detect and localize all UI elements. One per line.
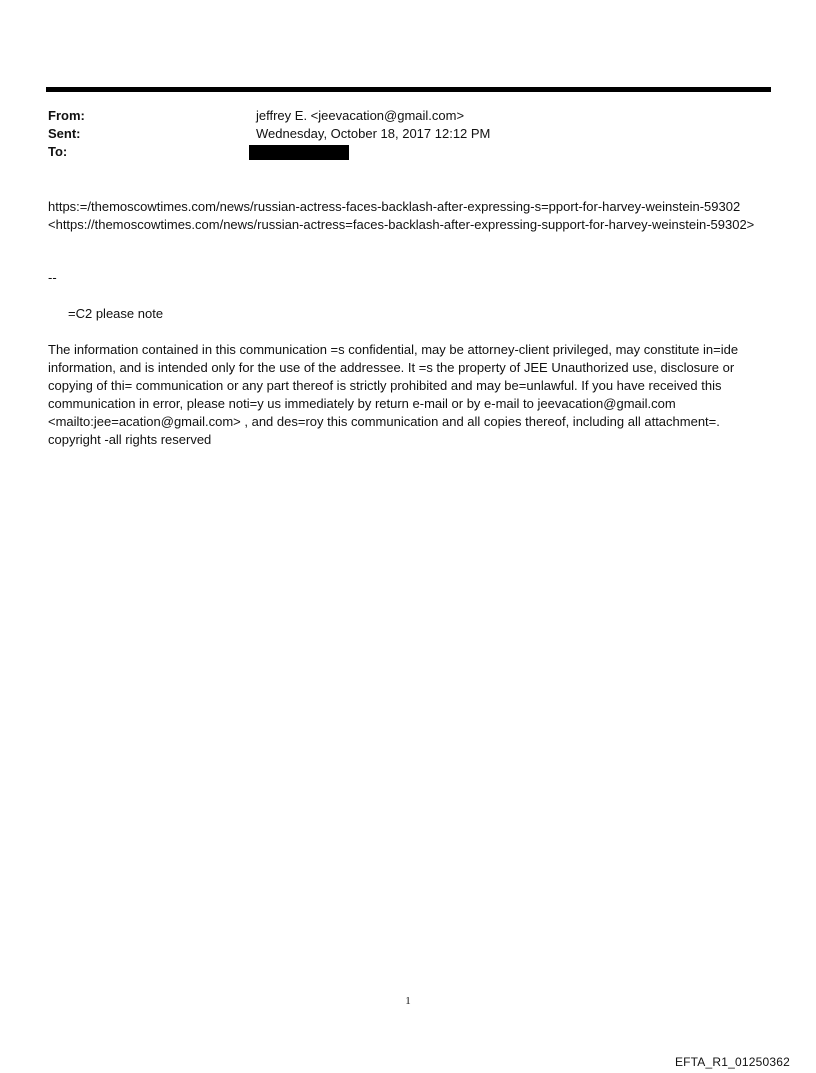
sent-label: Sent:	[48, 126, 81, 141]
sent-row	[48, 125, 768, 143]
article-link: https:=/themoscowtimes.com/news/russian-actress-faces-backlash-after-expressing-s=pport-for-harvey-weinstein-59302 <https://themoscowtimes.com/news/russian-actress=faces-backlash-after-expressing-support-for-harvey-weinstein-59302>	[48, 199, 755, 232]
to-value	[256, 143, 768, 161]
confidentiality-disclaimer: The information contained in this communication =s confidential, may be attorney-client privileged, may constitute in=ide information, and is intended only for the use of the addressee. It =s the property of JEE Unauthorized use, disclosure or copying of thi= communication or any part thereof is strictly prohibited and may be=unlawful. If you have received this communication in error, please noti=y us immediately by return e-mail or by e-mail to jeevacation@gmail.com <mailto:jee=acation@gmail.com> , and des=roy this communication and all copies thereof, including all attachment=. copyright -all rights reserved	[48, 342, 739, 447]
redaction-box	[249, 145, 349, 160]
from-label: From:	[48, 108, 85, 123]
please-note: =C2 please note	[68, 306, 164, 321]
to-row	[48, 143, 768, 161]
sent-value: Wednesday, October 18, 2017 12:12 PM	[256, 126, 491, 141]
document-id: EFTA_R1_01250362	[674, 1055, 790, 1069]
header-rule	[46, 87, 771, 92]
from-value: jeffrey E. <jeevacation@gmail.com>	[256, 108, 465, 123]
from-row	[48, 107, 768, 125]
to-label: To:	[48, 144, 68, 159]
page-number: 1	[405, 995, 411, 1007]
email-header	[48, 107, 768, 161]
signature-separator: --	[48, 270, 57, 285]
